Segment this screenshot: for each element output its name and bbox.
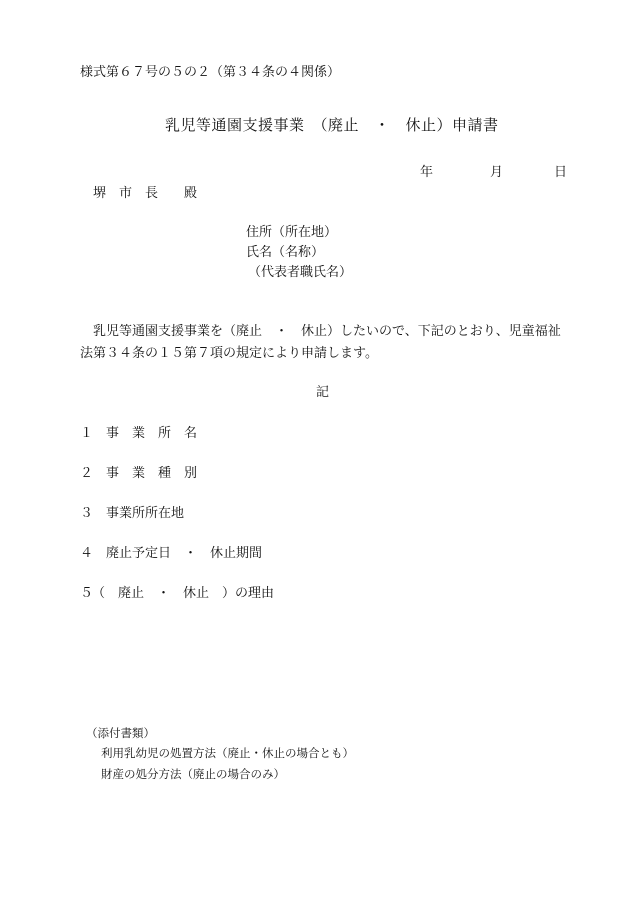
- document-title: 乳児等通園支援事業 （廃止 ・ 休止）申請書: [165, 116, 499, 134]
- form-number: 様式第６７号の５の２（第３４条の４関係）: [80, 65, 341, 80]
- name-label: 氏名（名称）: [246, 245, 325, 260]
- item-number: ３: [80, 506, 94, 521]
- item-label: （ 廃止 ・ 休止 ）の理由: [92, 586, 275, 601]
- item-number: ５: [80, 586, 94, 601]
- attachments-heading: （添付書類）: [86, 726, 155, 740]
- body-text-line1: 乳児等通園支援事業を（廃止 ・ 休止）したいので、下記のとおり、児童福祉: [93, 324, 561, 339]
- ki-heading: 記: [316, 385, 330, 400]
- attachment-item: 財産の処分方法（廃止の場合のみ）: [101, 767, 285, 781]
- attachment-item: 利用乳幼児の処置方法（廃止・休止の場合とも）: [101, 746, 354, 760]
- item-number: ２: [80, 466, 94, 481]
- date-day: 日: [554, 165, 568, 180]
- item-label: 事 業 所 名: [106, 426, 198, 441]
- address-label: 住所（所在地）: [246, 225, 338, 240]
- representative-label: （代表者職氏名）: [248, 265, 353, 280]
- item-label: 事業所所在地: [106, 506, 185, 521]
- item-label: 廃止予定日 ・ 休止期間: [106, 546, 263, 561]
- item-number: １: [80, 426, 94, 441]
- body-text-line2: 法第３４条の１５第７項の規定により申請します。: [80, 346, 378, 361]
- item-label: 事 業 種 別: [106, 466, 198, 481]
- date-month: 月: [490, 165, 504, 180]
- date-year: 年: [420, 165, 434, 180]
- item-number: ４: [80, 546, 94, 561]
- addressee: 堺 市 長 殿: [93, 186, 198, 201]
